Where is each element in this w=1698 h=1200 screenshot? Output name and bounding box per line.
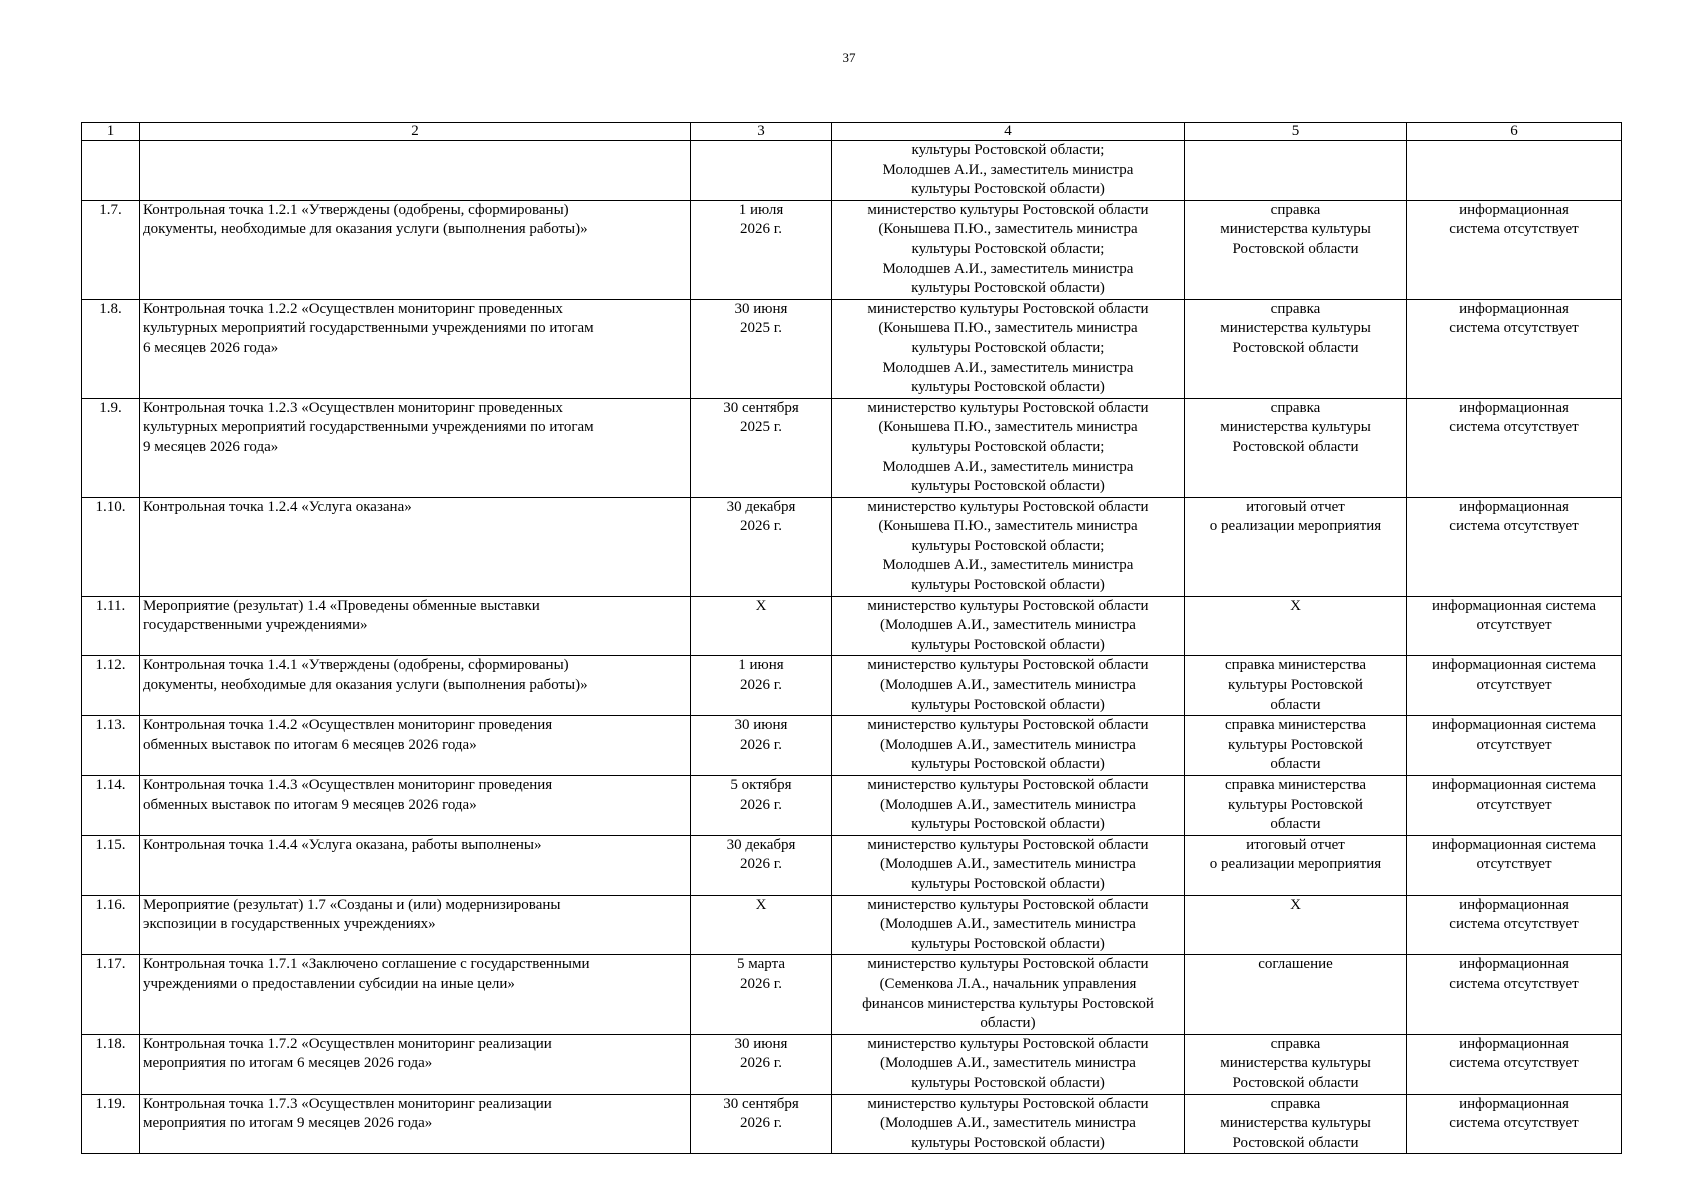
deadline-cell [691, 835, 832, 895]
cell-line: Мероприятие (результат) 1.7 «Созданы и (или) модернизированы [143, 896, 561, 913]
responsible-cell [832, 141, 1185, 201]
cell-line: министерства культуры [1220, 320, 1371, 337]
document-type-cell [1185, 299, 1407, 398]
cell-line: (Молодшев А.И., заместитель министра [880, 617, 1136, 634]
table-row [82, 200, 1622, 299]
cell-line: культуры Ростовской области) [911, 696, 1105, 713]
row-number-cell: 1.14. [82, 776, 140, 836]
cell-line: 9 месяцев 2026 года» [143, 438, 279, 455]
cell-line: 2026 г. [740, 677, 782, 694]
cell-line: (Конышева П.Ю., заместитель министра [878, 419, 1138, 436]
cell-line: отсутствует [1476, 677, 1552, 694]
cell-line: система отсутствует [1449, 419, 1579, 436]
info-system-cell [1407, 1034, 1622, 1094]
cell-line: культуры Ростовской [1228, 796, 1363, 813]
row-number-cell: 1.18. [82, 1034, 140, 1094]
deadline-cell [691, 895, 832, 955]
info-system-cell [1407, 895, 1622, 955]
cell-line: Молодшев А.И., заместитель министра [882, 458, 1134, 475]
table-row [82, 596, 1622, 656]
cell-line: информационная система [1431, 836, 1597, 853]
row-number-cell: 1.9. [82, 398, 140, 497]
header-col-2: 2 [140, 123, 691, 141]
cell-line: 30 декабря [726, 836, 796, 853]
cell-line: информационная [1459, 399, 1569, 416]
cell-line: культуры Ростовской области; [911, 240, 1105, 257]
cell-line: документы, необходимые для оказания услуги (выполнения работы)» [143, 677, 588, 694]
document-type-cell [1185, 596, 1407, 656]
cell-line: области [1270, 696, 1321, 713]
info-system-cell [1407, 398, 1622, 497]
info-system-cell [1407, 299, 1622, 398]
cell-line: Контрольная точка 1.2.3 «Осуществлен мониторинг проведенных [143, 399, 563, 416]
deadline-cell [691, 776, 832, 836]
cell-line: Контрольная точка 1.4.3 «Осуществлен мониторинг проведения [143, 777, 553, 793]
cell-line: культуры Ростовской области) [911, 280, 1105, 297]
header-row [82, 123, 1622, 141]
cell-line: информационная [1459, 1095, 1569, 1112]
cell-line: министерство культуры Ростовской области [867, 777, 1149, 793]
cell-line: 2026 г. [740, 796, 782, 813]
cell-line: система отсутствует [1449, 1115, 1579, 1132]
header-col-6: 6 [1407, 123, 1622, 141]
cell-line: 30 июня [734, 300, 788, 317]
cell-line: (Молодшев А.И., заместитель министра [880, 916, 1136, 933]
cell-line: (Молодшев А.И., заместитель министра [880, 856, 1136, 873]
cell-line: культуры Ростовской области) [911, 816, 1105, 833]
cell-line: отсутствует [1476, 617, 1552, 634]
row-number-cell: 1.12. [82, 656, 140, 716]
cell-line: культуры Ростовской области) [911, 577, 1105, 594]
header-col-3: 3 [691, 123, 832, 141]
document-type-cell [1185, 776, 1407, 836]
cell-line: отсутствует [1476, 736, 1552, 753]
cell-line: Контрольная точка 1.4.1 «Утверждены (одобрены, сформированы) [143, 657, 569, 674]
cell-line: (Конышева П.Ю., заместитель министра [878, 518, 1138, 535]
table-row [82, 716, 1622, 776]
cell-line: 2025 г. [740, 320, 782, 337]
cell-line: Контрольная точка 1.7.2 «Осуществлен мониторинг реализации [143, 1035, 552, 1052]
cell-line: министерство культуры Ростовской области [867, 956, 1149, 973]
responsible-cell [832, 955, 1185, 1034]
cell-line: 2026 г. [740, 518, 782, 535]
document-type-cell [1185, 895, 1407, 955]
cell-line: министерство культуры Ростовской области [867, 836, 1149, 853]
item-name-cell [140, 1034, 691, 1094]
table-row [82, 776, 1622, 836]
table-row [82, 1094, 1622, 1154]
cell-line: соглашение [1258, 956, 1333, 973]
cell-line: информационная система [1431, 657, 1597, 674]
document-type-cell [1185, 656, 1407, 716]
cell-line: 5 марта [737, 956, 785, 973]
info-system-cell [1407, 656, 1622, 716]
cell-line: информационная [1459, 1035, 1569, 1052]
cell-line: учреждениями о предоставлении субсидии на иные цели» [143, 975, 515, 992]
item-name-cell [140, 895, 691, 955]
responsible-cell [832, 596, 1185, 656]
cell-line: Контрольная точка 1.7.3 «Осуществлен мониторинг реализации [143, 1095, 552, 1112]
deadline-cell [691, 656, 832, 716]
cell-line: (Конышева П.Ю., заместитель министра [878, 221, 1138, 238]
cell-line: культуры Ростовской области) [911, 756, 1105, 773]
responsible-cell [832, 398, 1185, 497]
cell-line: обменных выставок по итогам 6 месяцев 2026 года» [143, 736, 477, 753]
cell-line: Контрольная точка 1.2.1 «Утверждены (одобрены, сформированы) [143, 201, 569, 218]
cell-line: министерство культуры Ростовской области [867, 1095, 1149, 1112]
cell-line: справка министерства [1224, 657, 1367, 674]
cell-line: области [1270, 816, 1321, 833]
cell-line: области) [980, 1015, 1036, 1032]
deadline-cell [691, 716, 832, 776]
info-system-cell [1407, 835, 1622, 895]
item-name-cell [140, 656, 691, 716]
cell-line: 2025 г. [740, 419, 782, 436]
cell-line: Контрольная точка 1.4.4 «Услуга оказана, работы выполнены» [143, 836, 542, 853]
cell-line: Ростовской области [1232, 1134, 1359, 1151]
item-name-cell [140, 776, 691, 836]
cell-line: министерство культуры Ростовской области [867, 896, 1149, 913]
item-name-cell [140, 955, 691, 1034]
cell-line: 1 июня [738, 657, 784, 674]
responsible-cell [832, 299, 1185, 398]
cell-line: (Молодшев А.И., заместитель министра [880, 1115, 1136, 1132]
responsible-cell [832, 835, 1185, 895]
cell-line: Ростовской области [1232, 240, 1359, 257]
info-system-cell [1407, 497, 1622, 596]
cell-line: документы, необходимые для оказания услуги (выполнения работы)» [143, 221, 588, 238]
cell-line: культуры Ростовской области) [911, 875, 1105, 892]
item-name-cell [140, 299, 691, 398]
table-row [82, 1034, 1622, 1094]
cell-line: 2026 г. [740, 975, 782, 992]
cell-line: Контрольная точка 1.4.2 «Осуществлен мониторинг проведения [143, 717, 553, 734]
cell-line: министерство культуры Ростовской области [867, 597, 1149, 614]
cell-line: (Молодшев А.И., заместитель министра [880, 677, 1136, 694]
cell-line: отсутствует [1476, 856, 1552, 873]
item-name-cell [140, 497, 691, 596]
cell-line: система отсутствует [1449, 320, 1579, 337]
cell-line: справка министерства [1224, 777, 1367, 793]
cell-line: мероприятия по итогам 6 месяцев 2026 года» [143, 1055, 433, 1072]
cell-line: система отсутствует [1449, 518, 1579, 535]
table-row [82, 398, 1622, 497]
row-number-cell: 1.19. [82, 1094, 140, 1154]
cell-line: справка [1270, 201, 1321, 218]
cell-line: министерство культуры Ростовской области [867, 201, 1149, 218]
cell-line: культуры Ростовской области) [911, 636, 1105, 653]
cell-line: культуры Ростовской области; [911, 438, 1105, 455]
cell-line: 1 июля [738, 201, 784, 218]
item-name-cell [140, 200, 691, 299]
item-name-cell [140, 716, 691, 776]
cell-line: министерства культуры [1220, 1055, 1371, 1072]
cell-line: министерство культуры Ростовской области [867, 498, 1149, 515]
cell-line: информационная [1459, 956, 1569, 973]
cell-line: министерства культуры [1220, 419, 1371, 436]
cell-line: 2026 г. [740, 221, 782, 238]
cell-line: 2026 г. [740, 736, 782, 753]
cell-line: культуры Ростовской области) [911, 1074, 1105, 1091]
table-row [82, 895, 1622, 955]
cell-line: информационная система [1431, 717, 1597, 734]
item-name-cell [140, 1094, 691, 1154]
info-system-cell [1407, 596, 1622, 656]
cell-line: Х [1290, 896, 1301, 913]
cell-line: справка [1270, 399, 1321, 416]
info-system-cell [1407, 716, 1622, 776]
responsible-cell [832, 895, 1185, 955]
cell-line: министерство культуры Ростовской области [867, 717, 1149, 734]
cell-line: справка [1270, 1035, 1321, 1052]
cell-line: информационная [1459, 300, 1569, 317]
row-number-cell: 1.8. [82, 299, 140, 398]
cell-line: культуры Ростовской [1228, 736, 1363, 753]
deadline-cell [691, 497, 832, 596]
cell-line: информационная система [1431, 597, 1597, 614]
table-row [82, 835, 1622, 895]
cell-line: министерство культуры Ростовской области [867, 300, 1149, 317]
header-col-5: 5 [1185, 123, 1407, 141]
cell-line: система отсутствует [1449, 1055, 1579, 1072]
item-name-cell [140, 835, 691, 895]
cell-line: финансов министерства культуры Ростовской [862, 995, 1154, 1012]
cell-line: информационная система [1431, 777, 1597, 793]
info-system-cell [1407, 1094, 1622, 1154]
cell-line: культурных мероприятий государственными учреждениями по итогам [143, 320, 594, 337]
cell-line: отсутствует [1476, 796, 1552, 813]
cell-line: государственными учреждениями» [143, 617, 368, 634]
cell-line: министерство культуры Ростовской области [867, 1035, 1149, 1052]
cell-line: (Молодшев А.И., заместитель министра [880, 736, 1136, 753]
deadline-cell [691, 1034, 832, 1094]
cell-line: 30 июня [734, 717, 788, 734]
cell-line: культуры Ростовской [1228, 677, 1363, 694]
deadline-cell [691, 398, 832, 497]
cell-line: Молодшев А.И., заместитель министра [882, 161, 1134, 178]
row-number-cell: 1.15. [82, 835, 140, 895]
header-col-4: 4 [832, 123, 1185, 141]
plan-table-body [82, 141, 1622, 1154]
document-type-cell [1185, 835, 1407, 895]
table-row [82, 141, 1622, 201]
item-name-cell [140, 596, 691, 656]
cell-line: система отсутствует [1449, 975, 1579, 992]
cell-line: (Конышева П.Ю., заместитель министра [878, 320, 1138, 337]
cell-line: культуры Ростовской области) [911, 935, 1105, 952]
cell-line: области [1270, 756, 1321, 773]
table-row [82, 299, 1622, 398]
cell-line: 30 сентября [723, 399, 799, 416]
cell-line: культуры Ростовской области; [911, 142, 1105, 158]
row-number-cell: 1.10. [82, 497, 140, 596]
cell-line: Ростовской области [1232, 1074, 1359, 1091]
cell-line: культуры Ростовской области; [911, 339, 1105, 356]
info-system-cell [1407, 200, 1622, 299]
cell-line: 30 декабря [726, 498, 796, 515]
cell-line: 6 месяцев 2026 года» [143, 339, 279, 356]
cell-line: 30 июня [734, 1035, 788, 1052]
cell-line: итоговый отчет [1246, 836, 1345, 853]
document-type-cell [1185, 398, 1407, 497]
document-type-cell [1185, 200, 1407, 299]
cell-line: Х [1290, 597, 1301, 614]
cell-line: система отсутствует [1449, 916, 1579, 933]
plan-table [81, 122, 1622, 1154]
responsible-cell [832, 1034, 1185, 1094]
cell-line: Контрольная точка 1.2.4 «Услуга оказана» [143, 498, 412, 515]
table-row [82, 656, 1622, 716]
cell-line: культуры Ростовской области) [911, 379, 1105, 396]
item-name-cell [140, 141, 691, 201]
cell-line: справка [1270, 1095, 1321, 1112]
responsible-cell [832, 776, 1185, 836]
cell-line: 30 сентября [723, 1095, 799, 1112]
row-number-cell: 1.16. [82, 895, 140, 955]
cell-line: о реализации мероприятия [1209, 518, 1382, 535]
cell-line: культуры Ростовской области) [911, 1134, 1105, 1151]
cell-line: министерства культуры [1220, 221, 1371, 238]
cell-line: о реализации мероприятия [1209, 856, 1382, 873]
cell-line: Молодшев А.И., заместитель министра [882, 260, 1134, 277]
cell-line: обменных выставок по итогам 9 месяцев 2026 года» [143, 796, 477, 813]
cell-line: Х [755, 597, 767, 614]
responsible-cell [832, 716, 1185, 776]
table-row [82, 955, 1622, 1034]
cell-line: министерства культуры [1220, 1115, 1371, 1132]
responsible-cell [832, 656, 1185, 716]
cell-line: (Семенкова Л.А., начальник управления [879, 975, 1137, 992]
document-type-cell [1185, 497, 1407, 596]
cell-line: Контрольная точка 1.7.1 «Заключено соглашение с государственными [143, 956, 590, 973]
cell-line: Ростовской области [1232, 339, 1359, 356]
responsible-cell [832, 497, 1185, 596]
responsible-cell [832, 200, 1185, 299]
info-system-cell [1407, 776, 1622, 836]
responsible-cell [832, 1094, 1185, 1154]
cell-line: Контрольная точка 1.2.2 «Осуществлен мониторинг проведенных [143, 300, 563, 317]
deadline-cell [691, 1094, 832, 1154]
row-number-cell: 1.17. [82, 955, 140, 1034]
cell-line: (Молодшев А.И., заместитель министра [880, 796, 1136, 813]
cell-line: министерство культуры Ростовской области [867, 657, 1149, 674]
document-type-cell [1185, 1094, 1407, 1154]
cell-line: Молодшев А.И., заместитель министра [882, 557, 1134, 574]
page-number: 37 [842, 50, 856, 65]
cell-line: Х [755, 896, 767, 913]
row-number-cell: 1.11. [82, 596, 140, 656]
cell-line: информационная [1459, 896, 1569, 913]
deadline-cell [691, 200, 832, 299]
cell-line: 2026 г. [740, 1055, 782, 1072]
cell-line: министерство культуры Ростовской области [867, 399, 1149, 416]
deadline-cell [691, 955, 832, 1034]
cell-line: 5 октября [730, 777, 792, 793]
row-number-cell [82, 141, 140, 201]
item-name-cell [140, 398, 691, 497]
info-system-cell [1407, 955, 1622, 1034]
cell-line: культуры Ростовской области; [911, 537, 1105, 554]
cell-line: экспозиции в государственных учреждениях» [143, 916, 436, 933]
deadline-cell [691, 141, 832, 201]
cell-line: справка [1270, 300, 1321, 317]
document-type-cell [1185, 141, 1407, 201]
cell-line: мероприятия по итогам 9 месяцев 2026 года» [143, 1115, 433, 1132]
cell-line: информационная [1459, 498, 1569, 515]
document-type-cell [1185, 955, 1407, 1034]
cell-line: система отсутствует [1449, 221, 1579, 238]
cell-line: Ростовской области [1232, 438, 1359, 455]
info-system-cell [1407, 141, 1622, 201]
row-number-cell: 1.7. [82, 200, 140, 299]
cell-line: Мероприятие (результат) 1.4 «Проведены обменные выставки [143, 597, 540, 614]
cell-line: культуры Ростовской области) [911, 181, 1105, 198]
deadline-cell [691, 596, 832, 656]
document-type-cell [1185, 716, 1407, 776]
row-number-cell: 1.13. [82, 716, 140, 776]
cell-line: информационная [1459, 201, 1569, 218]
cell-line: 2026 г. [740, 856, 782, 873]
cell-line: культуры Ростовской области) [911, 478, 1105, 495]
cell-line: Молодшев А.И., заместитель министра [882, 359, 1134, 376]
cell-line: культурных мероприятий государственными учреждениями по итогам [143, 419, 594, 436]
table-row [82, 497, 1622, 596]
document-type-cell [1185, 1034, 1407, 1094]
cell-line: (Молодшев А.И., заместитель министра [880, 1055, 1136, 1072]
cell-line: 2026 г. [740, 1115, 782, 1132]
cell-line: итоговый отчет [1246, 498, 1345, 515]
cell-line: справка министерства [1224, 717, 1367, 734]
header-col-1: 1 [82, 123, 140, 141]
deadline-cell [691, 299, 832, 398]
